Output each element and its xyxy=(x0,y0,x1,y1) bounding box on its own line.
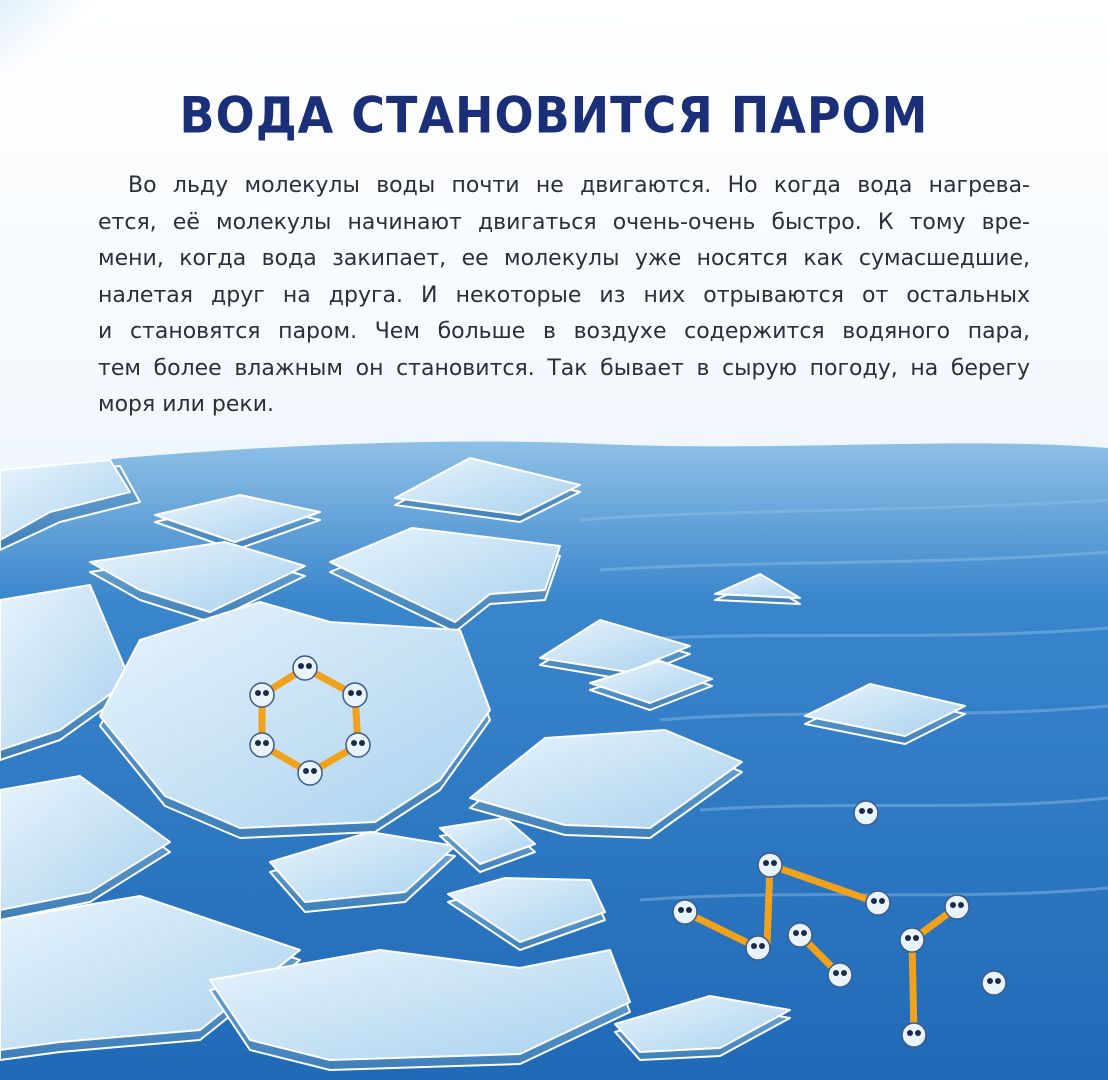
paragraph-line: ется, её молекулы начинают двигаться очень-очень быстро. К тому вре- xyxy=(98,209,1030,235)
water-molecule-icon xyxy=(293,656,317,680)
water-molecule-icon xyxy=(982,971,1006,995)
paragraph-line: мени, когда вода закипает, ее молекулы уже носятся как сумасшедшие, xyxy=(98,246,1030,271)
water-molecule-icon xyxy=(298,761,322,785)
body-paragraph xyxy=(98,168,1030,424)
paragraph-line: и становятся паром. Чем больше в воздухе содержится водяного пара, xyxy=(98,319,1030,344)
water-molecule-icon xyxy=(828,963,852,987)
water-molecule-icon xyxy=(343,683,367,707)
water-molecule-icon xyxy=(250,683,274,707)
paragraph-line: моря или реки. xyxy=(98,392,274,417)
water-molecule-icon xyxy=(866,891,890,915)
water-molecule-icon xyxy=(945,895,969,919)
paragraph-line: Во льду молекулы воды почти не двигаются. Но когда вода нагрева- xyxy=(128,173,1030,198)
water-molecule-icon xyxy=(902,1023,926,1047)
water-molecule-icon xyxy=(346,733,370,757)
page-title: ВОДА СТАНОВИТСЯ ПАРОМ xyxy=(179,85,929,145)
water-molecule-icon xyxy=(788,923,812,947)
water-molecule-icon xyxy=(854,801,878,825)
water-molecule-icon xyxy=(758,853,782,877)
water-molecule-icon xyxy=(746,936,770,960)
paragraph-line: налетая друг на друга. И некоторые из них отрываются от остальных xyxy=(98,282,1030,308)
water-molecule-icon xyxy=(250,733,274,757)
water-molecule-icon xyxy=(673,900,697,924)
paragraph-line: тем более влажным он становится. Так бывает в сырую погоду, на берегу xyxy=(98,355,1030,381)
water-molecule-icon xyxy=(900,928,924,952)
